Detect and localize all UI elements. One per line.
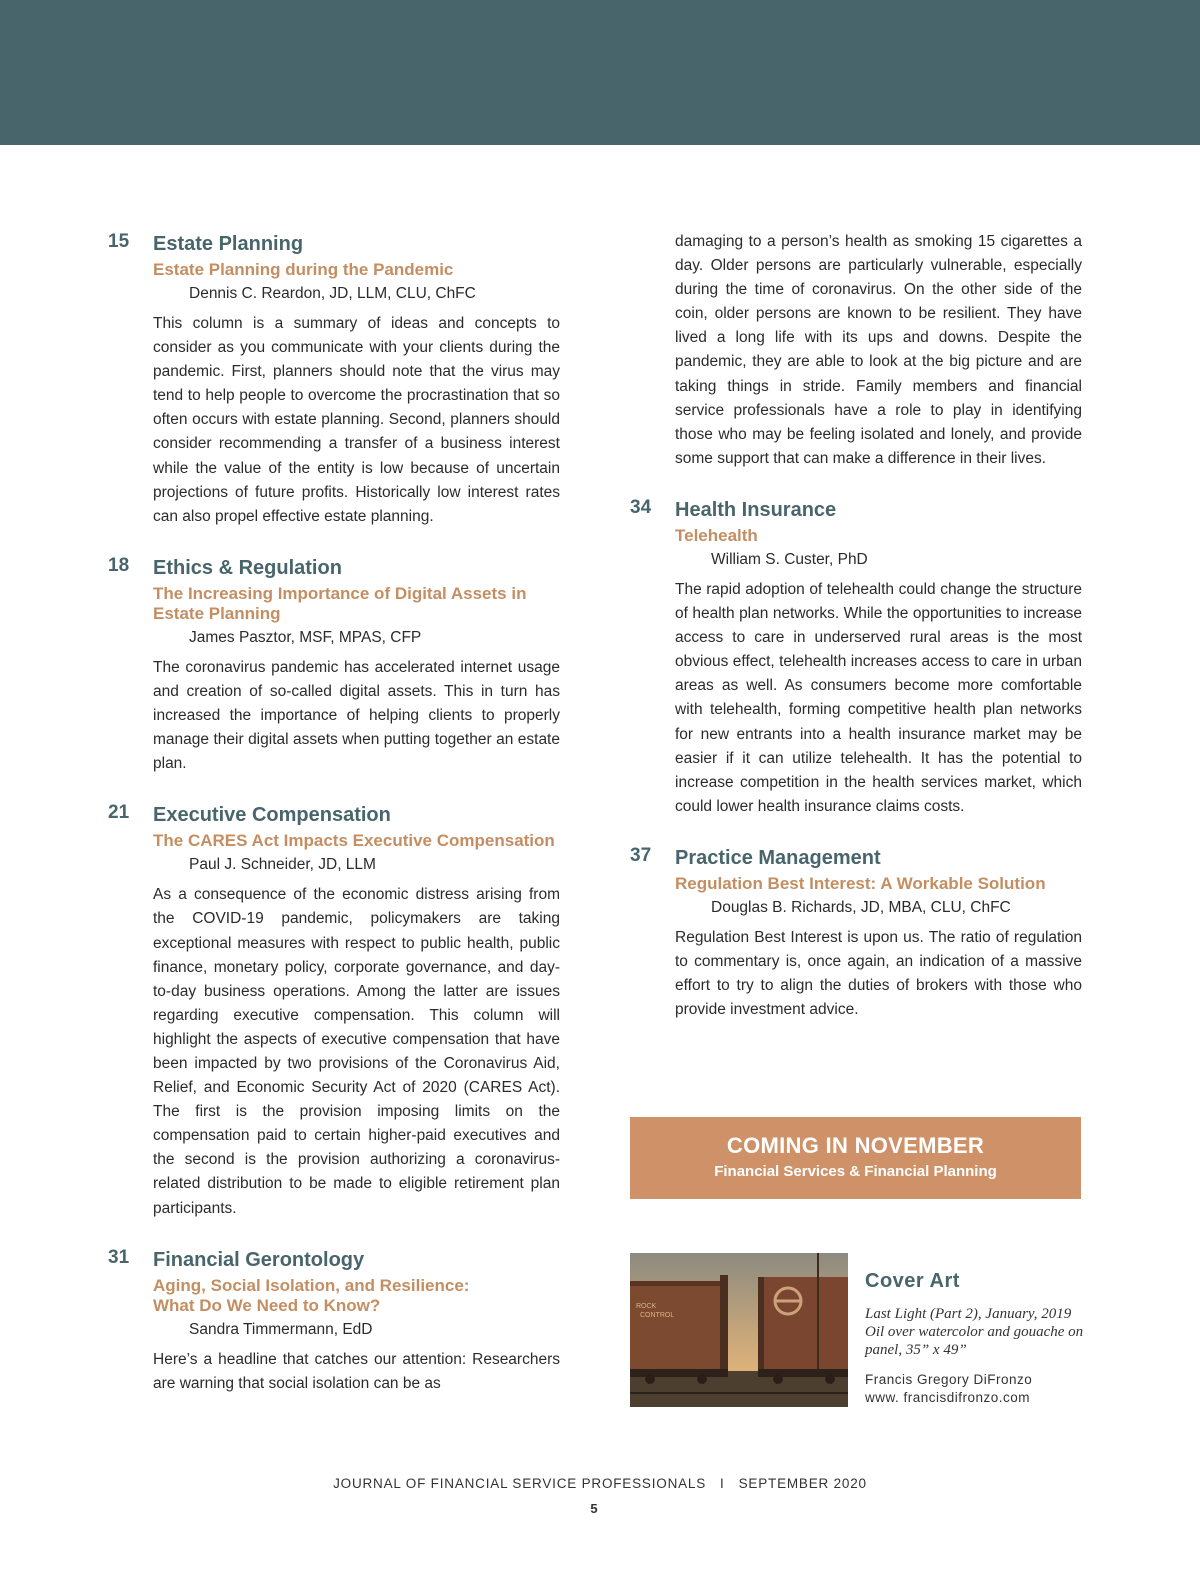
entry-section: Executive Compensation [153,804,391,827]
cover-art-title: Last Light (Part 2), January, 2019 [865,1306,1072,1322]
entry-author: Sandra Timmermann, EdD [189,1320,373,1338]
left-column [108,230,560,1396]
entry-summary: As a consequence of the economic distress arising from the COVID-19 pandemic, policymakers are taking exceptional measures with respect to public health, public finance, monetary policy, corporate governance, and day-to-day business operations. Among the latter are issues regarding executive compensation. This column will highlight the aspects of executive compensation that have been impacted by two provisions of the Coronavirus Aid, Relief, and Economic Security Act of 2020 (CARES Act). The first is the provision imposing limits on the compensation paid to certain higher-paid executives and the second is the provision authorizing a coronavirus-related distribution to be made to eligible retirement plan participants. [153,886,560,1217]
coming-title: COMING IN NOVEMBER [726,1133,985,1158]
cover-artist-name: Francis Gregory DiFronzo [865,1372,1033,1387]
issue-date: SEPTEMBER 2020 [738,1476,867,1491]
entry-section: Ethics & Regulation [153,556,342,579]
entry-page-number: 31 [108,1246,130,1268]
entry-summary: Regulation Best Interest is upon us. The ratio of regulation to commentary is, once again, an indication of a massive effort to try to align the duties of brokers with those who provide investment advice. [675,928,1082,1019]
svg-text:ROCK: ROCK [636,1303,657,1310]
entry-author: Dennis C. Reardon, JD, LLM, CLU, ChFC [189,285,476,302]
entry-title: Regulation Best Interest: A Workable Solution [675,873,1046,893]
entry-page-number: 15 [108,231,130,252]
right-column [630,230,1082,1022]
toc-entry [108,230,560,529]
toc-entry [108,801,560,1220]
entry-summary: The coronavirus pandemic has accelerated internet usage and creation of so-called digital assets. This in turn has increased the importance of helping clients to properly manage their digital assets when putting together an estate plan. [153,658,560,773]
cover-art-heading: Cover Art [865,1270,960,1292]
toc-entry [108,554,560,776]
header-band [0,0,1200,145]
coming-in-november-banner [630,1117,1081,1199]
page-number: 5 [590,1501,598,1516]
entry-page-number: 18 [108,554,130,576]
entry-title: The Increasing Importance of Digital Assets in Estate Planning [153,583,527,623]
svg-text:CONTROL: CONTROL [640,1312,675,1319]
entry-page-number: 34 [630,496,652,518]
cover-art-medium: Oil over watercolor and gouache on panel, 35” x 49” [865,1324,1084,1358]
toc-entry [108,1246,560,1396]
entry-summary: Here’s a headline that catches our attention: Researchers are warning that social isolation can be as [153,1350,560,1392]
toc-entry [630,496,1082,819]
coming-subtitle: Financial Services & Financial Planning [714,1163,997,1180]
entry-page-number: 21 [108,802,130,824]
journal-name: JOURNAL OF FINANCIAL SERVICE PROFESSIONALS [333,1476,707,1491]
entry-title: Estate Planning during the Pandemic [153,260,454,279]
entry-author: Douglas B. Richards, JD, MBA, CLU, ChFC [711,898,1011,916]
entry-author: William S. Custer, PhD [711,550,868,568]
entry-summary: This column is a summary of ideas and concepts to consider as you communicate with your clients during the pandemic. First, planners should note that the virus may tend to help people to overcome the procrastination that so often occurs with estate planning. Second, planners should consider recommending a transfer of a business interest while the value of the entity is low because of uncertain projections of future profits. Historically low interest rates can also propel effective estate planning. [153,315,560,525]
entry-section: Estate Planning [153,233,304,255]
entry-title: The CARES Act Impacts Executive Compensation [153,831,555,851]
entry-title: Aging, Social Isolation, and Resilience: What Do We Need to Know? [153,1275,470,1315]
entry-section: Health Insurance [675,498,837,521]
cover-art-image [630,1253,848,1407]
cover-art-info [865,1270,1085,1407]
entry-title: Telehealth [675,525,758,545]
entry-summary: The rapid adoption of telehealth could change the structure of health plan networks. While the opportunities to increase access to care in underserved rural areas is the most obvious effect, telehealth increases access to care in urban areas as well. As consumers become more comfortable with telehealth, forming competitive health plan networks for new entrants into a health insurance market may be easier if it can utilize telehealth. It has the potential to increase competition in the health services market, which could lower health insurance claims costs. [675,580,1082,815]
continued-summary: damaging to a person’s health as smoking 15 cigarettes a day. Older persons are particularly vulnerable, especially during the time of coronavirus. On the other side of the coin, older persons are known to be resilient. They have lived a long life with its ups and downs. Despite the pandemic, they are able to look at the big picture and are taking things in stride. Family members and financial service professionals have a role to play in identifying those who may be feeling isolated and lonely, and provide some support that can make a difference in their lives. [675,233,1082,467]
toc-entry [630,844,1082,1022]
entry-author: Paul J. Schneider, JD, LLM [189,856,376,874]
cover-artist-website: www. francisdifronzo.com [865,1390,1031,1405]
page-footer [0,1476,1200,1491]
entry-section: Financial Gerontology [153,1248,365,1271]
entry-page-number: 37 [630,844,652,866]
footer-separator: I [720,1476,725,1491]
entry-author: James Pasztor, MSF, MPAS, CFP [189,628,422,646]
entry-section: Practice Management [675,846,881,869]
